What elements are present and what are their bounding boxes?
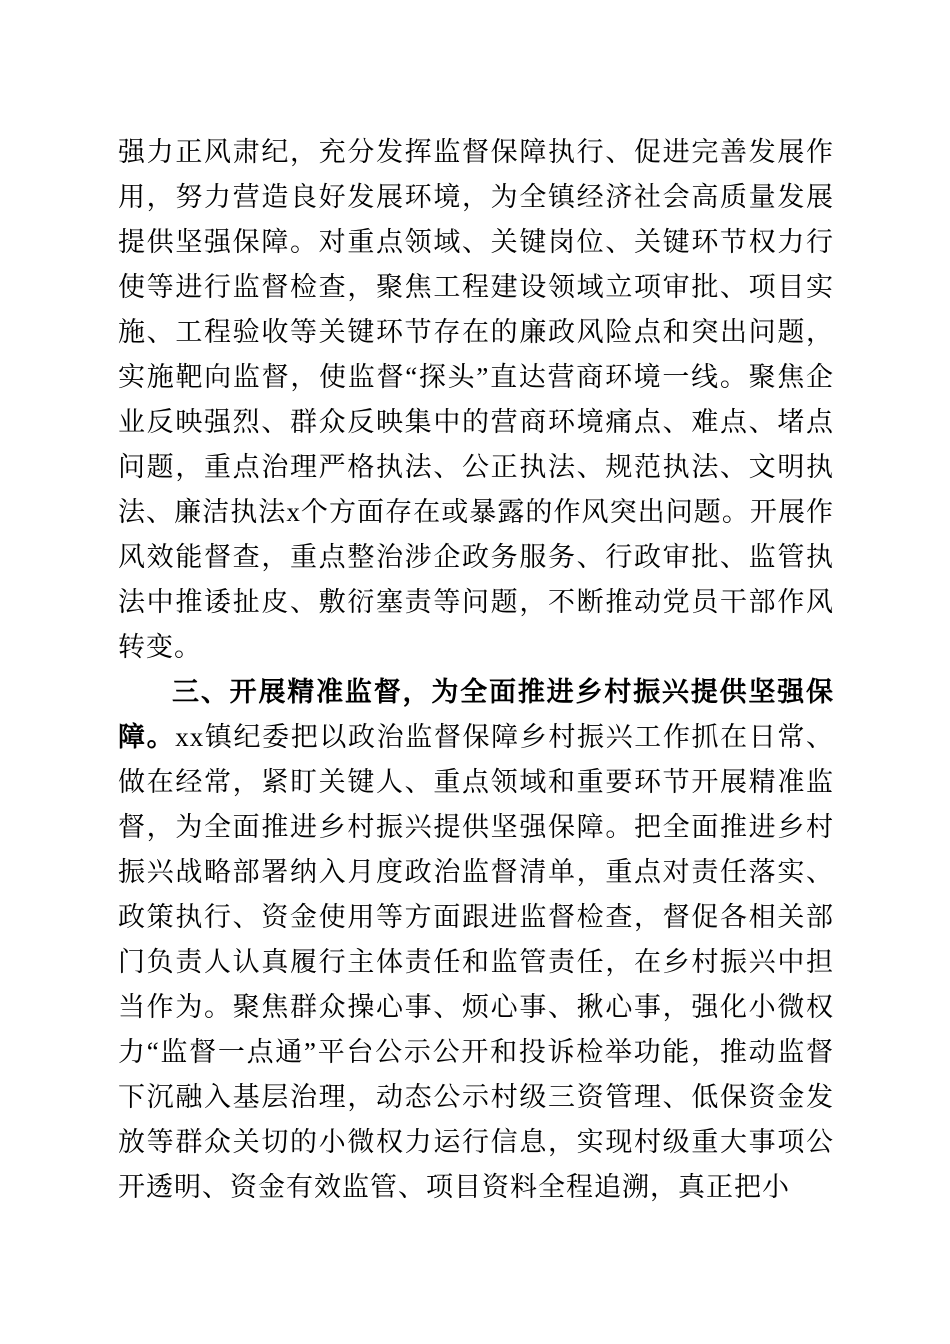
paragraph-continuation: 强力正风肃纪，充分发挥监督保障执行、促进完善发展作用，努力营造良好发展环境，为全镇经济社会高质量发展提供坚强保障。对重点领域、关键岗位、关键环节权力行使等进行监督检查，聚焦工程建设领域立项审批、项目实施、工程验收等关键环节存在的廉政风险点和突出问题，实施靶向监督，使监督“探头”直达营商环境一线。聚焦企业反映强烈、群众反映集中的营商环境痛点、难点、堵点问题，重点治理严格执法、公正执法、规范执法、文明执法、廉洁执法x个方面存在或暴露的作风突出问题。开展作风效能督查，重点整治涉企政务服务、行政审批、监管执法中推诿扯皮、敷衍塞责等问题，不断推动党员干部作风转变。 xyxy=(118,137,834,662)
paragraph-section-3 xyxy=(118,670,834,1210)
section-3-body: xx镇纪委把以政治监督保障乡村振兴工作抓在日常、做在经常，紧盯关键人、重点领域和重要环节开展精准监督，为全面推进乡村振兴提供坚强保障。把全面推进乡村振兴战略部署纳入月度政治监督清单，重点对责任落实、政策执行、资金使用等方面跟进监督检查，督促各相关部门负责人认真履行主体责任和监管责任，在乡村振兴中担当作为。聚焦群众操心事、烦心事、揪心事，强化小微权力“监督一点通”平台公示公开和投诉检举功能，推动监督下沉融入基层治理，动态公示村级三资管理、低保资金发放等群众关切的小微权力运行信息，实现村级重大事项公开透明、资金有效监管、项目资料全程追溯，真正把小 xyxy=(118,722,834,1202)
section-3-heading: 三、开展精准监督，为全面推进乡村振兴提供坚强保障。 xyxy=(118,677,834,752)
